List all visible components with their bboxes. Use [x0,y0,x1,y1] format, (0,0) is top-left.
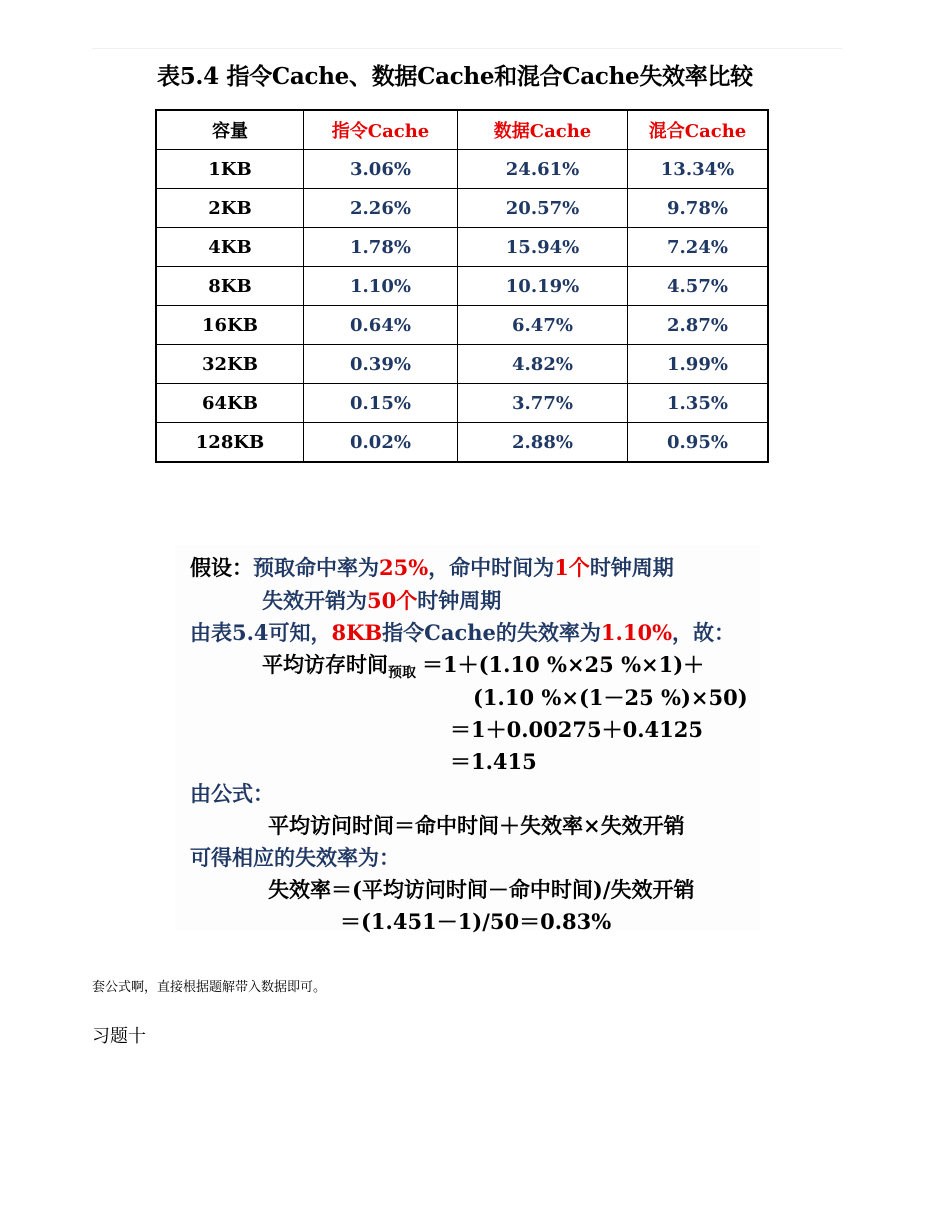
instruction-miss-cell: 0.64% [304,306,458,345]
table-row [156,150,768,189]
formula-line-2: (1.10 %×(1－25 %)×50) [473,685,748,710]
miss-penalty-value: 50个 [367,588,418,613]
prefetch-hit-rate: 25% [379,555,429,580]
formula-intro: 由公式： [190,781,274,806]
reference-text: 由表5.4可知， [190,620,332,645]
derive-intro: 可得相应的失效率为： [190,845,400,870]
assumption-text: ，命中时间为 [428,555,555,580]
unified-miss-cell: 0.95% [628,423,769,463]
next-exercise-heading: 习题十 [92,1026,146,1047]
table-row [156,267,768,306]
data-miss-cell: 4.82% [458,345,628,384]
assumption-text: 时钟周期 [589,555,674,580]
assumption-text: 失效开销为 [262,588,367,613]
assumption-text: 时钟周期 [417,588,502,613]
formula-line-4: ＝1.415 [450,749,537,774]
data-miss-cell: 20.57% [458,189,628,228]
instruction-miss-cell: 3.06% [304,150,458,189]
table-row [156,423,768,463]
table-title: 表5.4 指令Cache、数据Cache和混合Cache失效率比较 [157,63,753,90]
capacity-cell: 32KB [156,345,304,384]
hit-time-value: 1个 [554,555,590,580]
capacity-cell: 64KB [156,384,304,423]
formula-line-1 [262,649,704,679]
capacity-cell: 1KB [156,150,304,189]
table-row [156,306,768,345]
assumption-label: 假设： [190,555,253,580]
data-miss-cell: 3.77% [458,384,628,423]
capacity-cell: 16KB [156,306,304,345]
miss-rate-value: 1.10% [600,620,673,645]
table-row [156,345,768,384]
unified-miss-cell: 7.24% [628,228,769,267]
capacity-cell: 8KB [156,267,304,306]
assumption-text: 预取命中率为 [253,555,379,580]
instruction-miss-cell: 0.02% [304,423,458,463]
formula-line-3: ＝1＋0.00275＋0.4125 [450,717,703,742]
reference-text: 指令Cache的失效率为 [382,620,601,645]
capacity-cell: 4KB [156,228,304,267]
formula-rhs: ＝1＋(1.10 %×25 %×1)＋ [422,652,705,677]
unified-miss-cell: 13.34% [628,150,769,189]
instruction-miss-cell: 1.78% [304,228,458,267]
unified-miss-cell: 9.78% [628,189,769,228]
unified-miss-cell: 4.57% [628,267,769,306]
general-formula: 平均访问时间＝命中时间＋失效率×失效开销 [268,813,685,838]
reference-text: ，故： [672,620,736,645]
header-instruction-cache: 指令Cache [304,110,458,150]
data-miss-cell: 24.61% [458,150,628,189]
instruction-miss-cell: 2.26% [304,189,458,228]
header-capacity: 容量 [156,110,304,150]
miss-rate-table [155,109,769,463]
table-row [156,384,768,423]
data-miss-cell: 6.47% [458,306,628,345]
header-data-cache: 数据Cache [458,110,628,150]
table-header-row [156,110,768,150]
unified-miss-cell: 1.99% [628,345,769,384]
top-divider [92,48,842,49]
data-miss-cell: 15.94% [458,228,628,267]
table-row [156,228,768,267]
assumption-line-1 [190,552,674,582]
instruction-miss-cell: 0.39% [304,345,458,384]
data-miss-cell: 2.88% [458,423,628,463]
data-miss-cell: 10.19% [458,267,628,306]
instruction-miss-cell: 0.15% [304,384,458,423]
unified-miss-cell: 2.87% [628,306,769,345]
assumption-line-2 [262,585,501,615]
formula-lhs: 平均访存时间 [262,652,388,677]
cache-size-value: 8KB [331,620,383,645]
formula-subscript: 预取 [388,665,416,681]
instruction-miss-cell: 1.10% [304,267,458,306]
miss-rate-formula: 失效率＝(平均访问时间－命中时间)/失效开销 [268,877,695,902]
unified-miss-cell: 1.35% [628,384,769,423]
header-unified-cache: 混合Cache [628,110,769,150]
table-reference-line [190,617,735,647]
capacity-cell: 2KB [156,189,304,228]
miss-rate-result: ＝(1.451－1)/50＝0.83% [340,909,612,934]
capacity-cell: 128KB [156,423,304,463]
explanation-note: 套公式啊，直接根据题解带入数据即可。 [92,980,327,995]
table-row [156,189,768,228]
